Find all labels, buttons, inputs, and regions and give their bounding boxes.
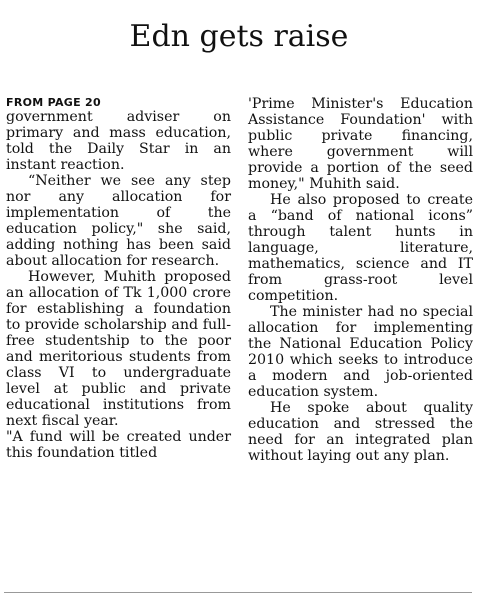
article-column-left xyxy=(6,96,231,461)
bottom-divider xyxy=(4,592,472,593)
article-column-right xyxy=(248,96,473,464)
kicker: FROM PAGE 20 xyxy=(6,96,101,109)
headline: Edn gets raise xyxy=(129,19,349,54)
paragraph: "A fund will be created under this foundation titled xyxy=(6,429,231,461)
paragraph: “Neither we see any step nor any allocation for implementation of the education policy," she said, adding nothing has been said about allocation for research. xyxy=(6,173,231,269)
paragraph: However, Muhith proposed an allocation of Tk 1,000 crore for establishing a foundation to provide scholarship and full-free studentship to the poor and meritorious students from class VI to undergraduate level at public and private educational institutions from next fiscal year. xyxy=(6,269,231,429)
paragraph: The minister had no special allocation for implementing the National Education Policy 2010 which seeks to introduce a modern and job-oriented education system. xyxy=(248,304,473,400)
paragraph: government adviser on primary and mass education, told the Daily Star in an instant reaction. xyxy=(6,109,231,173)
paragraph: He spoke about quality education and stressed the need for an integrated plan without laying out any plan. xyxy=(248,400,473,464)
paragraph: 'Prime Minister's Education Assistance Foundation' with public private financing, where government will provide a portion of the seed money," Muhith said. xyxy=(248,96,473,192)
paragraph: He also proposed to create a “band of national icons” through talent hunts in language, literature, mathematics, science and IT from grass-root level competition. xyxy=(248,192,473,304)
